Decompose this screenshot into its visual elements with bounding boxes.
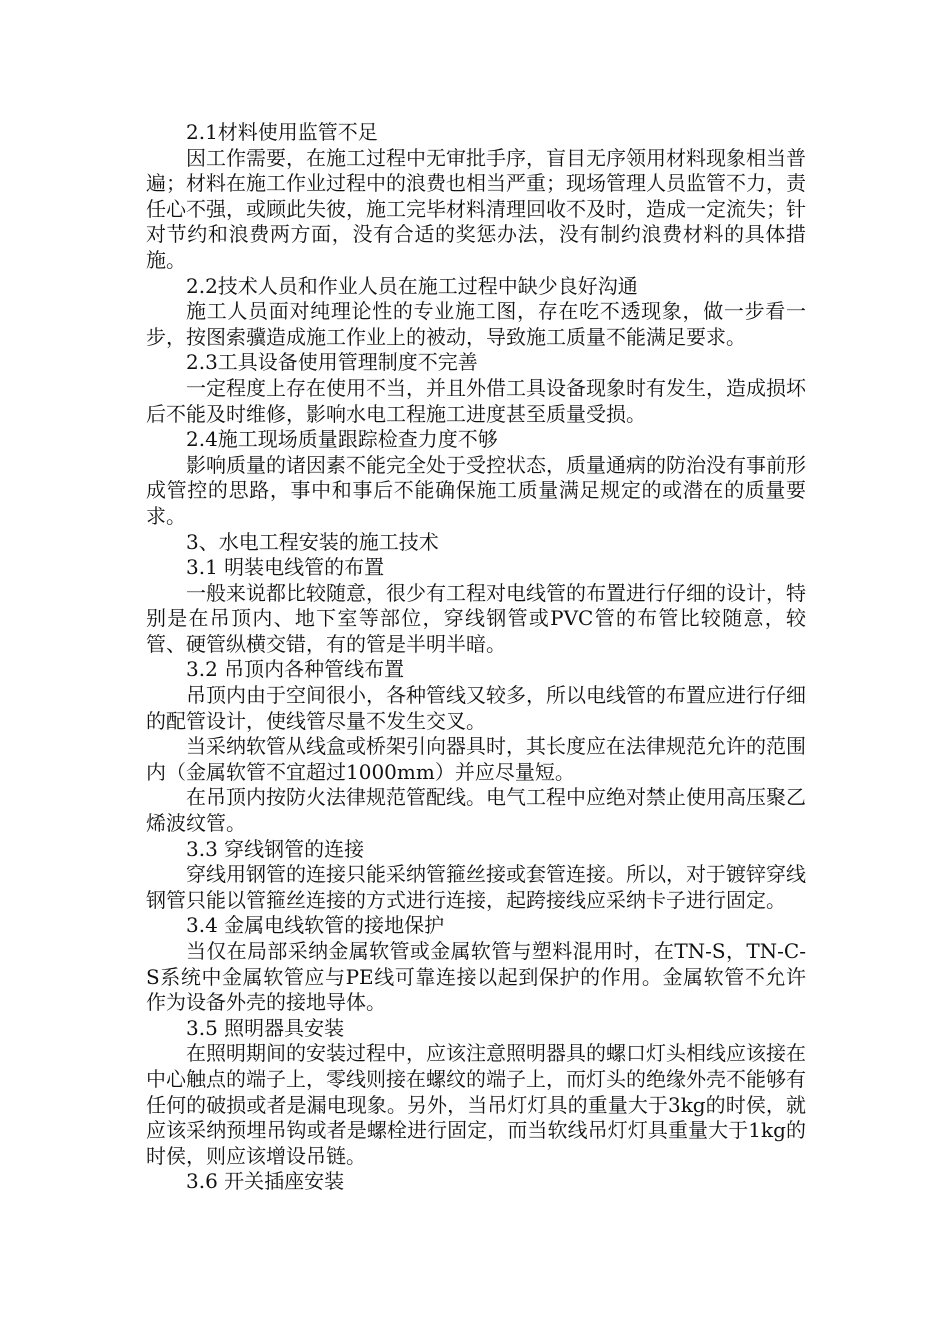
section-heading-3: 3、水电工程安装的施工技术: [186, 529, 439, 554]
section-heading-3-6: 3.6 开关插座安装: [186, 1169, 345, 1194]
paragraph: 在吊顶内按防火法律规范管配线。电气工程中应绝对禁止使用高压聚乙烯波纹管。: [146, 785, 806, 836]
section-heading-3-2: 3.2 吊顶内各种管线布置: [186, 657, 405, 682]
paragraph: 施工人员面对纯理论性的专业施工图，存在吃不透现象，做一步看一步，按图索骥造成施工作业上的被动，导致施工质量不能满足要求。: [146, 299, 806, 349]
paragraph: 影响质量的诸因素不能完全处于受控状态，质量通病的防治没有事前形成管控的思路，事中和事后不能确保施工质量满足规定的或潜在的质量要求。: [146, 452, 806, 528]
section-heading-2-1: 2.1材料使用监管不足: [186, 120, 378, 144]
paragraph: 当采纳软管从线盒或桥架引向器具时，其长度应在法律规范允许的范围内（金属软管不宜超过1000mm）并应尽量短。: [146, 734, 806, 784]
section-heading-3-4: 3.4 金属电线软管的接地保护: [186, 913, 445, 938]
paragraph: 穿线用钢管的连接只能采纳管箍丝接或套管连接。所以，对于镀锌穿线钢管只能以管箍丝连接的方式进行连接，起跨接线应采纳卡子进行固定。: [146, 862, 806, 912]
paragraph: 因工作需要，在施工过程中无审批手序，盲目无序领用材料现象相当普遍；材料在施工作业过程中的浪费也相当严重；现场管理人员监管不力，责任心不强，或顾此失彼，施工完毕材料清理回收不及时，造成一定流失；针对节约和浪费两方面，没有合适的奖惩办法，没有制约浪费材料的具体措施。: [146, 145, 806, 272]
paragraph: 一定程度上存在使用不当，并且外借工具设备现象时有发生，造成损坏后不能及时维修，影响水电工程施工进度甚至质量受损。: [146, 375, 806, 426]
paragraph: 当仅在局部采纳金属软管或金属软管与塑料混用时，在TN-S，TN-C-S系统中金属软管应与PE线可靠连接以起到保护的作用。金属软管不允许作为设备外壳的接地导体。: [146, 939, 806, 1015]
section-heading-2-4: 2.4施工现场质量跟踪检查力度不够: [186, 427, 498, 452]
section-heading-2-3: 2.3工具设备使用管理制度不完善: [186, 350, 478, 375]
paragraph: 在照明期间的安装过程中，应该注意照明器具的螺口灯头相线应该接在中心触点的端子上，零线则接在螺纹的端子上，而灯头的绝缘外壳不能够有任何的破损或者是漏电现象。另外，当吊灯灯具的重量大于3kg的时侯，就应该采纳预埋吊钩或者是螺栓进行固定，而当软线吊灯灯具重量大于1kg的时侯，则应该增设吊链。: [146, 1041, 806, 1168]
section-heading-3-3: 3.3 穿线钢管的连接: [186, 836, 365, 861]
document-page: [146, 120, 806, 1195]
section-heading-3-1: 3.1 明装电线管的布置: [186, 555, 385, 580]
paragraph: 一般来说都比较随意，很少有工程对电线管的布置进行仔细的设计，特别是在吊顶内、地下室等部位，穿线钢管或PVC管的布管比较随意，较管、硬管纵横交错，有的管是半明半暗。: [146, 580, 806, 656]
section-heading-2-2: 2.2技术人员和作业人员在施工过程中缺少良好沟通: [186, 273, 638, 298]
paragraph: 吊顶内由于空间很小，各种管线又较多，所以电线管的布置应进行仔细的配管设计，使线管尽量不发生交叉。: [146, 683, 806, 733]
section-heading-3-5: 3.5 照明器具安装: [186, 1015, 345, 1040]
